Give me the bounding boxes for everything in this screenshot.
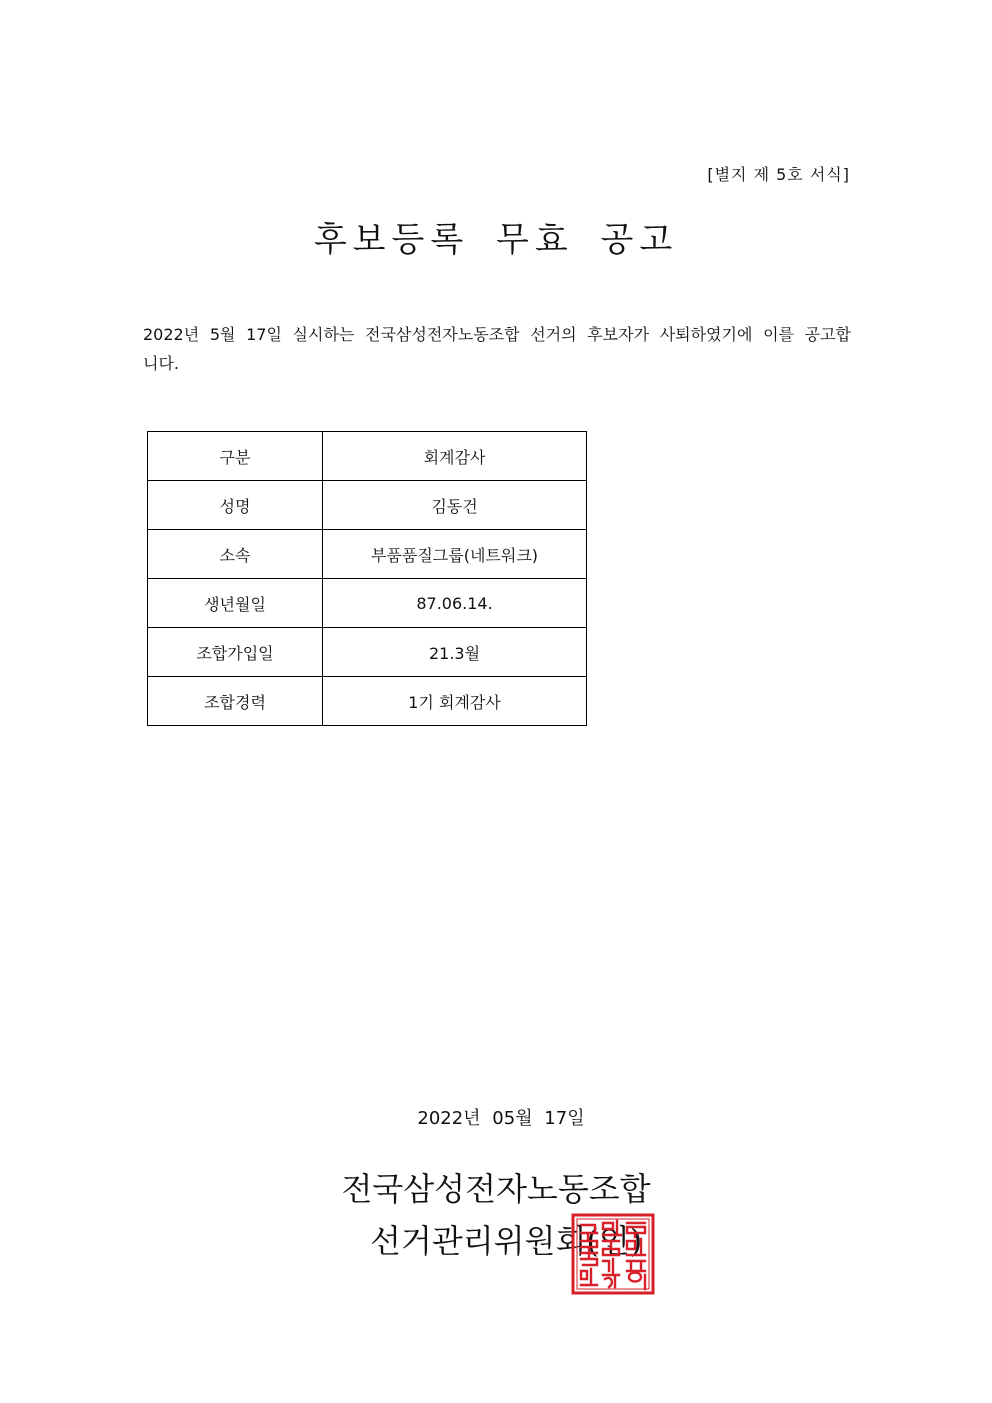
- row-value: 김동건: [323, 481, 587, 530]
- row-value: 부품품질그룹(네트워크): [323, 530, 587, 579]
- table-row: [148, 677, 587, 726]
- row-label: 조합경력: [148, 677, 323, 726]
- row-label: 구분: [148, 432, 323, 481]
- table-row: [148, 579, 587, 628]
- row-label: 소속: [148, 530, 323, 579]
- row-label: 성명: [148, 481, 323, 530]
- document-title: 후보등록 무효 공고: [313, 220, 679, 260]
- official-seal-stamp: [571, 1213, 655, 1295]
- row-label: 생년월일: [148, 579, 323, 628]
- table-row: [148, 432, 587, 481]
- form-reference: [별지 제 5호 서식]: [707, 165, 850, 184]
- row-value: 회계감사: [323, 432, 587, 481]
- notice-date: 2022년 05월 17일: [417, 1108, 585, 1129]
- row-value: 87.06.14.: [323, 579, 587, 628]
- notice-body: 2022년 5월 17일 실시하는 전국삼성전자노동조합 선거의 후보자가 사퇴하였기에 이를 공고합니다.: [143, 325, 851, 373]
- row-value: 21.3월: [323, 628, 587, 677]
- candidate-info-table: [147, 431, 587, 726]
- organization-name: 전국삼성전자노동조합: [341, 1170, 651, 1208]
- committee-name: 선거관리위원회(인): [370, 1222, 643, 1260]
- row-label: 조합가입일: [148, 628, 323, 677]
- table-row: [148, 530, 587, 579]
- table-row: [148, 628, 587, 677]
- table-row: [148, 481, 587, 530]
- row-value: 1기 회계감사: [323, 677, 587, 726]
